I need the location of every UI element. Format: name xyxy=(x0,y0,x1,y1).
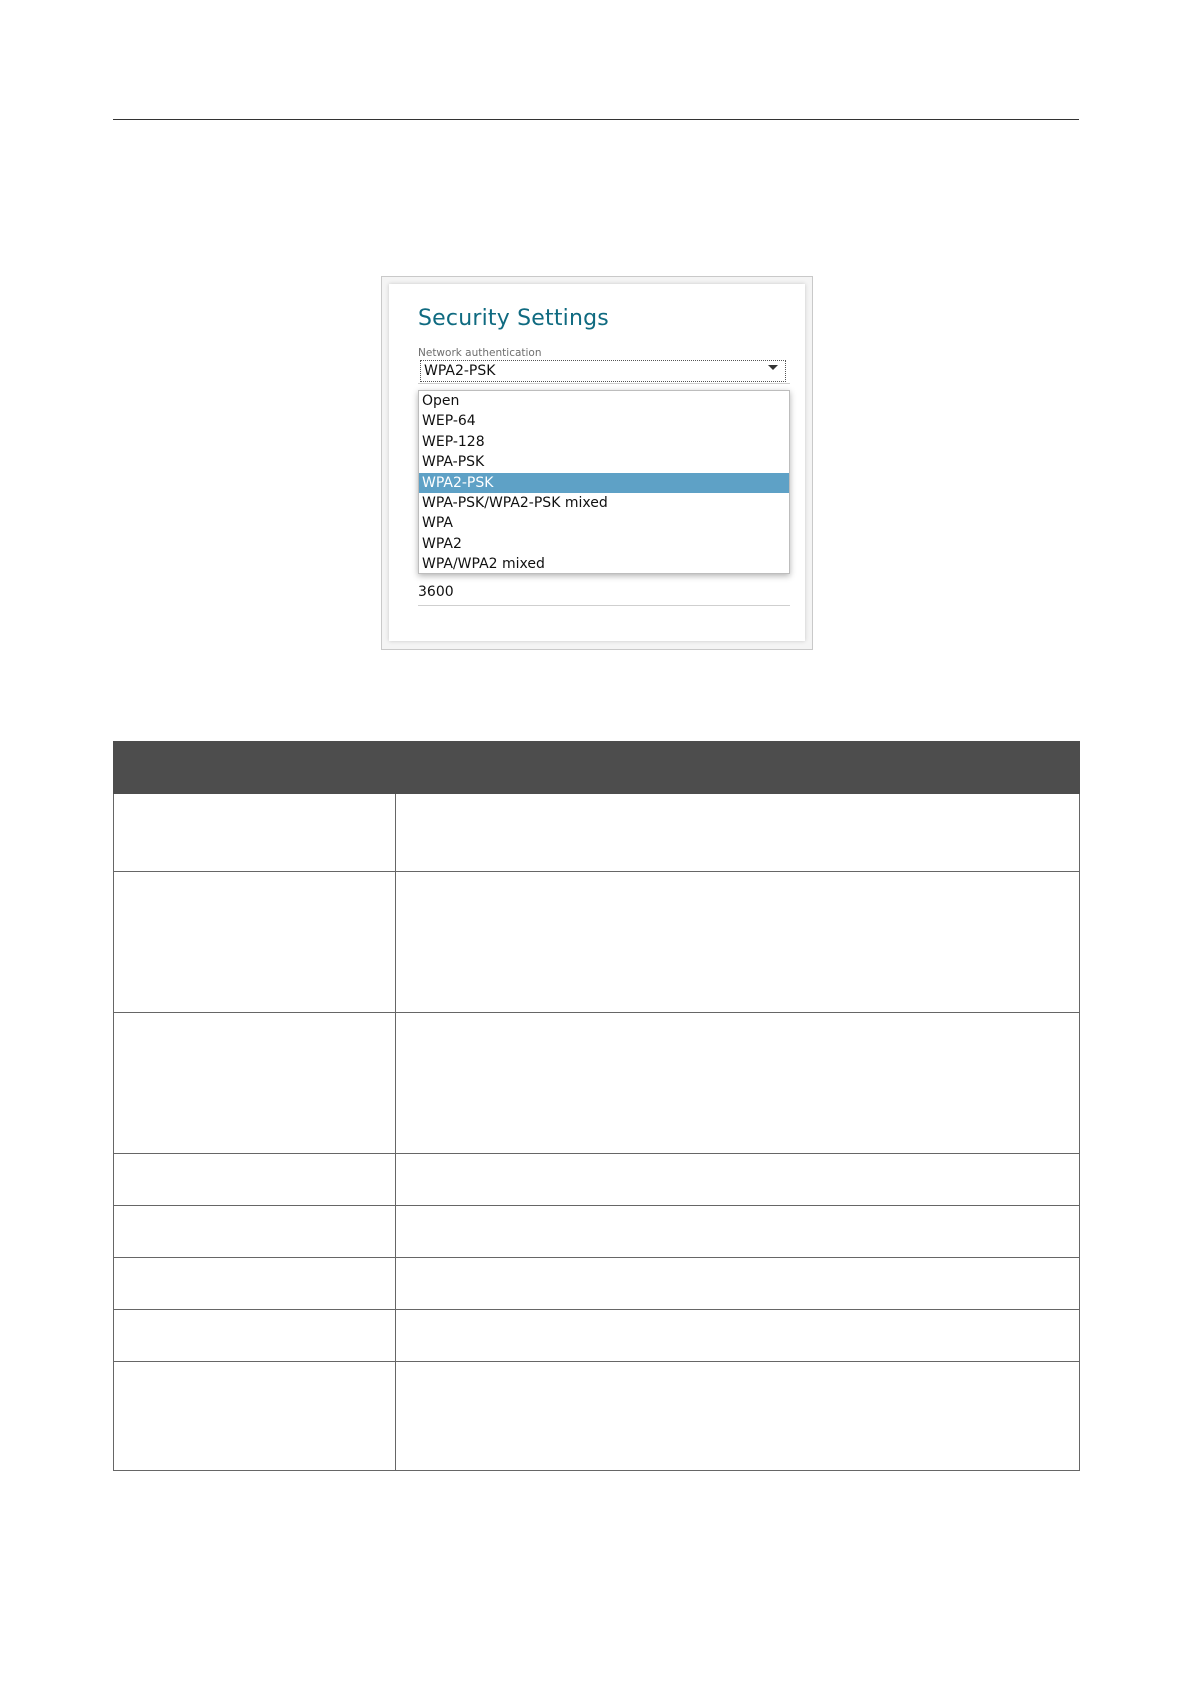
top-rule xyxy=(113,119,1079,120)
option-wpa-psk-wpa2-psk-mixed[interactable]: WPA-PSK/WPA2-PSK mixed xyxy=(422,494,608,511)
table-row xyxy=(114,1310,1080,1362)
table-header-row xyxy=(114,742,1080,794)
table-cell-description xyxy=(396,1154,1080,1206)
network-authentication-label: Network authentication xyxy=(418,347,542,359)
table-row xyxy=(114,1154,1080,1206)
table-cell-description xyxy=(396,872,1080,1013)
table-cell-parameter xyxy=(114,1154,396,1206)
table-row xyxy=(114,1206,1080,1258)
option-wpa-psk[interactable]: WPA-PSK xyxy=(422,454,485,471)
table-cell-parameter xyxy=(114,1362,396,1471)
option-wpa2[interactable]: WPA2 xyxy=(422,535,462,552)
table-cell-description xyxy=(396,1310,1080,1362)
table-cell-description xyxy=(396,1258,1080,1310)
table-row xyxy=(114,794,1080,872)
network-authentication-select[interactable]: WPA2-PSK xyxy=(420,360,786,382)
screenshot-figure xyxy=(381,276,813,650)
table-cell-parameter xyxy=(114,1206,396,1258)
table-cell-description xyxy=(396,1206,1080,1258)
select-underline xyxy=(418,383,790,384)
option-wep-64[interactable]: WEP-64 xyxy=(422,413,476,430)
option-wpa[interactable]: WPA xyxy=(422,515,453,532)
table-cell-description xyxy=(396,1013,1080,1154)
chevron-down-icon[interactable] xyxy=(768,365,778,370)
table-row xyxy=(114,872,1080,1013)
table-cell-description xyxy=(396,794,1080,872)
table-cell-parameter xyxy=(114,794,396,872)
group-key-update-interval-value: 3600 xyxy=(418,584,454,600)
security-settings-card xyxy=(389,284,805,641)
table-row xyxy=(114,1258,1080,1310)
table-cell-parameter xyxy=(114,1258,396,1310)
table-cell-description xyxy=(396,1362,1080,1471)
table-row xyxy=(114,1362,1080,1471)
header-description xyxy=(396,742,1080,794)
field-underline xyxy=(418,605,790,606)
parameters-table xyxy=(113,741,1080,1471)
page-title: Security Settings xyxy=(418,306,609,331)
option-wpa-wpa2-mixed[interactable]: WPA/WPA2 mixed xyxy=(422,556,545,573)
network-authentication-dropdown[interactable] xyxy=(418,390,790,574)
option-wep-128[interactable]: WEP-128 xyxy=(422,433,485,450)
table-row xyxy=(114,1013,1080,1154)
header-parameter xyxy=(114,742,396,794)
table-cell-parameter xyxy=(114,1013,396,1154)
table-cell-parameter xyxy=(114,1310,396,1362)
table-cell-parameter xyxy=(114,872,396,1013)
option-open[interactable]: Open xyxy=(422,393,460,409)
option-wpa2-psk[interactable]: WPA2-PSK xyxy=(419,473,789,493)
